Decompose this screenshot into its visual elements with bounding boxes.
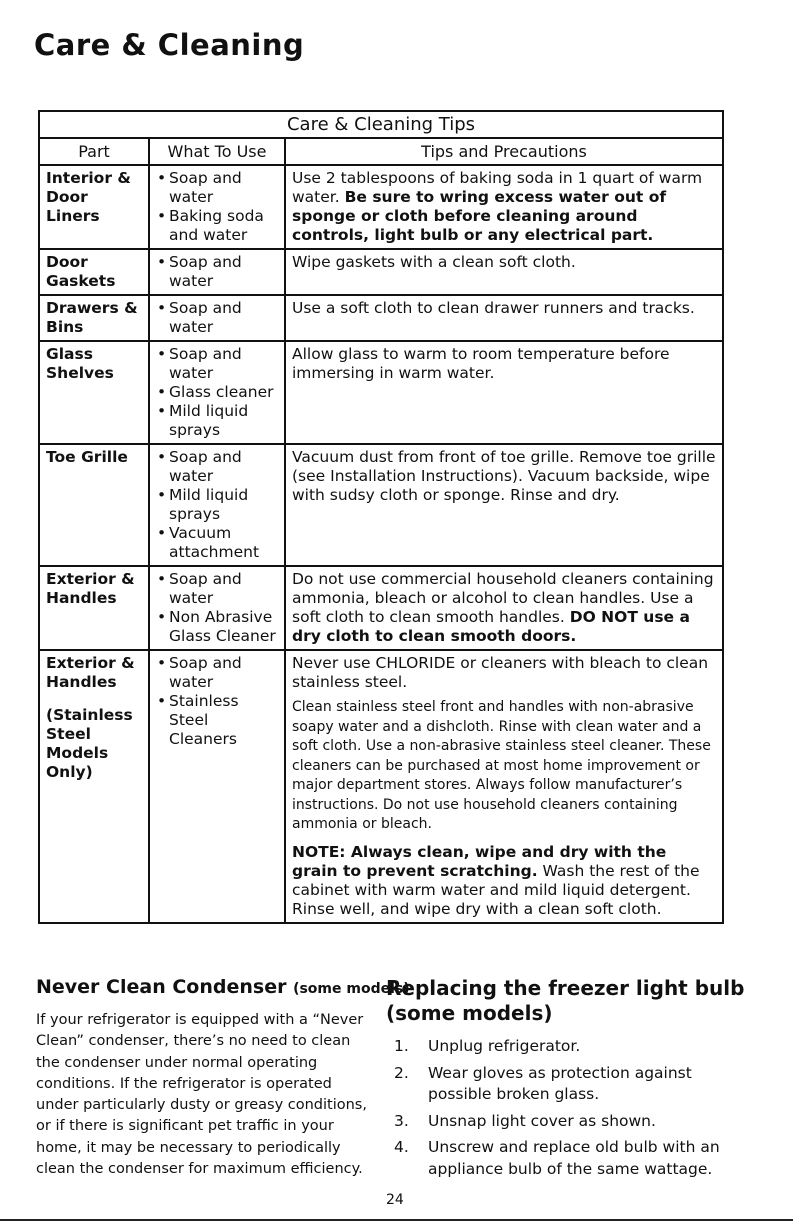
tips-cell	[285, 566, 723, 650]
tip-text: Allow glass to warm to room temperature before immersing in warm water.	[292, 345, 670, 382]
tip-text: Use 2 tablespoons of baking soda in 1 quart of warm water.	[292, 169, 703, 206]
use-item: • Non Abrasive Glass Cleaner	[156, 608, 278, 646]
use-item: • Mild liquid sprays	[156, 402, 278, 440]
tips-cell	[285, 444, 723, 566]
part-cell: Toe Grille	[39, 444, 149, 566]
tip-note	[292, 843, 716, 919]
part-sublabel: (Stainless Steel Models Only)	[46, 706, 133, 781]
header-what-to-use: What To Use	[149, 138, 285, 165]
use-item: • Stainless Steel Cleaners	[156, 692, 278, 749]
use-item: • Soap and water	[156, 448, 278, 486]
use-cell	[149, 165, 285, 249]
bulb-steps	[390, 1036, 750, 1185]
tip-text: Never use CHLORIDE or cleaners with bleach to clean stainless steel.	[292, 654, 709, 691]
table-row	[39, 341, 723, 444]
use-cell	[149, 566, 285, 650]
header-tips: Tips and Precautions	[285, 138, 723, 165]
care-cleaning-table	[38, 110, 724, 924]
use-cell	[149, 249, 285, 295]
table-row	[39, 249, 723, 295]
tips-cell	[285, 341, 723, 444]
tips-cell	[285, 295, 723, 341]
page-number: 24	[386, 1192, 404, 1208]
use-item: • Soap and water	[156, 299, 278, 337]
use-item: • Soap and water	[156, 345, 278, 383]
table-row	[39, 566, 723, 650]
tip-warning: DO NOT use a dry cloth to clean smooth doors.	[292, 608, 690, 645]
part-cell	[39, 650, 149, 923]
tip-detail: Clean stainless steel front and handles with non-abrasive soapy water and a dishcloth. Rinse with clean water and a soft cloth. Use a non-abrasive stainless steel cleaner. These cleaners can be purchased at most home improvement or major department stores. Always follow manufacturer’s instructions. Do not use household cleaners containing ammonia or bleach.	[292, 699, 711, 832]
use-item: • Glass cleaner	[156, 383, 278, 402]
header-part: Part	[39, 138, 149, 165]
page-title: Care & Cleaning	[34, 28, 305, 62]
use-item: • Mild liquid sprays	[156, 486, 278, 524]
condenser-body: If your refrigerator is equipped with a “Never Clean” condenser, there’s no need to clean the condenser under normal operating conditions. If the refrigerator is operated under particularly dusty or greasy conditions, or if there is significant pet traffic in your home, it may be necessary to periodically clean the condenser for maximum efficiency.	[36, 1012, 367, 1178]
use-item: • Vacuum attachment	[156, 524, 278, 562]
tip-text: Use a soft cloth to clean drawer runners and tracks.	[292, 299, 695, 317]
part-cell: Drawers & Bins	[39, 295, 149, 341]
use-item: • Soap and water	[156, 169, 278, 207]
table-row	[39, 295, 723, 341]
table-caption: Care & Cleaning Tips	[39, 111, 723, 138]
use-item: • Soap and water	[156, 253, 278, 291]
step-item: 2. Wear gloves as protection against possible broken glass.	[394, 1063, 692, 1103]
tip-text: Wipe gaskets with a clean soft cloth.	[292, 253, 576, 271]
bottom-rule	[0, 1219, 793, 1221]
use-item: • Soap and water	[156, 570, 278, 608]
use-item: • Soap and water	[156, 654, 278, 692]
part-label: Exterior & Handles	[46, 654, 135, 691]
use-item: • Baking soda and water	[156, 207, 278, 245]
table-row	[39, 650, 723, 923]
use-cell	[149, 341, 285, 444]
part-cell: Interior & Door Liners	[39, 165, 149, 249]
part-cell: Glass Shelves	[39, 341, 149, 444]
tips-cell	[285, 249, 723, 295]
tips-cell	[285, 165, 723, 249]
table-row	[39, 165, 723, 249]
note-text: Wash the rest of the cabinet with warm water and mild liquid detergent. Rinse well, and wipe dry with a clean soft cloth.	[292, 861, 700, 918]
tip-text: Vacuum dust from front of toe grille. Remove toe grille (see Installation Instructions). Vacuum backside, wipe with sudsy cloth or sponge. Rinse and dry.	[292, 448, 716, 504]
condenser-heading: Never Clean Condenser (some models)	[36, 976, 410, 998]
step-item: 3. Unsnap light cover as shown.	[394, 1111, 656, 1130]
note-bold: NOTE: Always clean, wipe and dry with the grain to prevent scratching.	[292, 842, 667, 880]
step-item: 1. Unplug refrigerator.	[394, 1037, 581, 1055]
use-cell	[149, 650, 285, 923]
tip-text: Do not use commercial household cleaners containing ammonia, bleach or alcohol to clean handles. Use a soft cloth to clean smooth handles.	[292, 570, 714, 626]
part-cell: Door Gaskets	[39, 249, 149, 295]
condenser-heading-note: (some models)	[293, 981, 410, 997]
tip-warning: Be sure to wring excess water out of sponge or cloth before cleaning around controls, light bulb or any electrical part.	[292, 188, 667, 244]
use-cell	[149, 295, 285, 341]
part-cell: Exterior & Handles	[39, 566, 149, 650]
use-cell	[149, 444, 285, 566]
step-item: 4. Unscrew and replace old bulb with an appliance bulb of the same wattage.	[394, 1138, 720, 1178]
table-row	[39, 444, 723, 566]
bulb-heading: Replacing the freezer light bulb (some models)	[386, 976, 745, 1025]
tips-cell	[285, 650, 723, 923]
